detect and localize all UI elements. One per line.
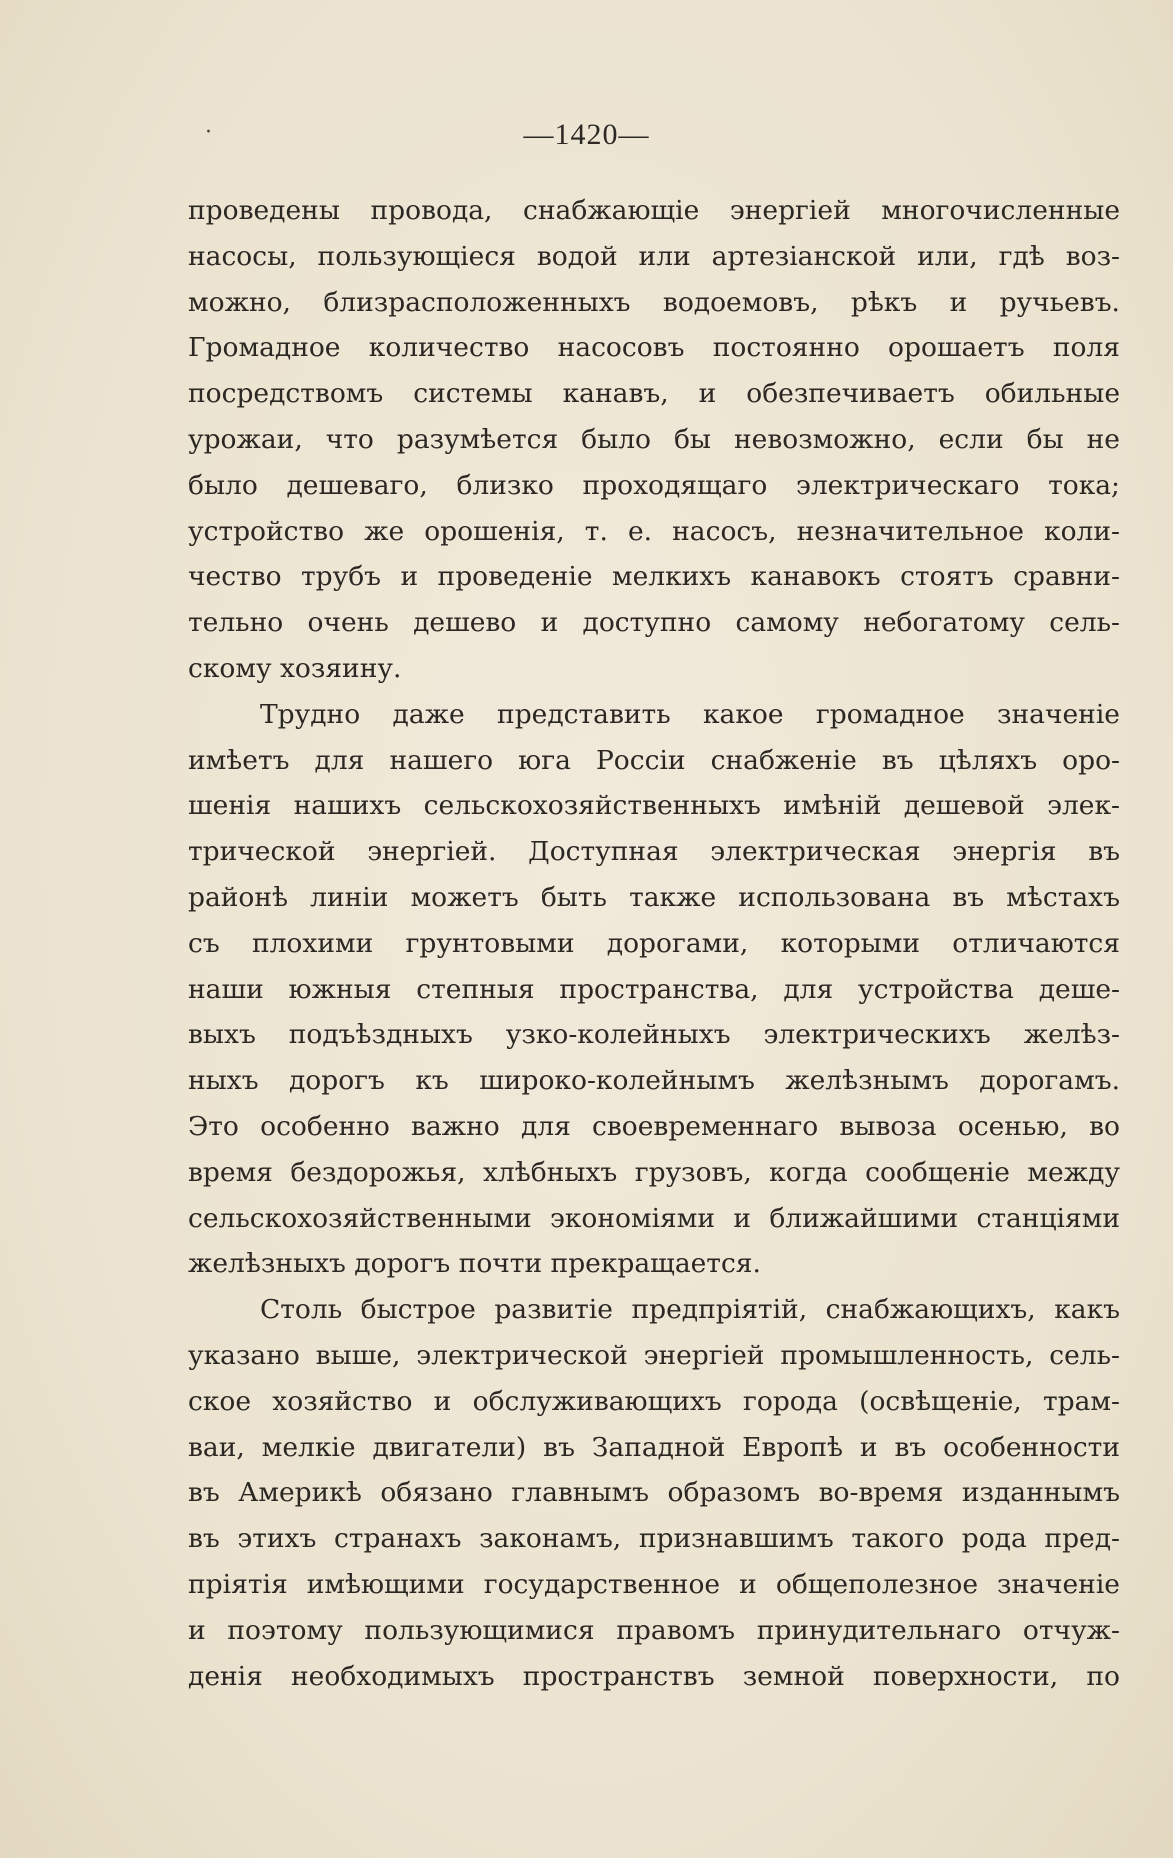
text-line: было дешеваго, близко проходящаго электрическаго тока; bbox=[188, 469, 1120, 501]
page-dot: · bbox=[205, 120, 212, 145]
text-line: ныхъ дорогъ къ широко-колейнымъ желѣзнымъ дорогамъ. bbox=[188, 1065, 1120, 1097]
text-line: урожаи, что разумѣется было бы невозможно, если бы не bbox=[188, 423, 1120, 455]
text-line: насосы, пользующіеся водой или артезіанской или, гдѣ воз- bbox=[188, 240, 1120, 272]
text-line: желѣзныхъ дорогъ почти прекращается. bbox=[188, 1248, 761, 1280]
text-line: устройство же орошенія, т. е. насосъ, незначительное коли- bbox=[188, 515, 1120, 547]
text-line: пріятія имѣющими государственное и общеполезное значеніе bbox=[188, 1568, 1120, 1600]
text-line: сельскохозяйственными экономіями и ближайшими станціями bbox=[188, 1202, 1120, 1234]
text-line: Громадное количество насосовъ постоянно орошаетъ поля bbox=[188, 332, 1120, 364]
text-line: посредствомъ системы канавъ, и обезпечиваетъ обильные bbox=[188, 378, 1120, 410]
text-line: въ этихъ странахъ законамъ, признавшимъ такого рода пред- bbox=[188, 1523, 1120, 1555]
text-line: время бездорожья, хлѣбныхъ грузовъ, когда сообщеніе между bbox=[188, 1156, 1120, 1188]
text-line: шенія нашихъ сельскохозяйственныхъ имѣній дешевой элек- bbox=[188, 790, 1120, 822]
text-line: районѣ линіи можетъ быть также использована въ мѣстахъ bbox=[188, 881, 1120, 913]
text-line: съ плохими грунтовыми дорогами, которыми отличаются bbox=[188, 927, 1120, 959]
text-line: и поэтому пользующимися правомъ принудительнаго отчуж- bbox=[188, 1614, 1120, 1646]
body-text bbox=[188, 188, 1120, 1699]
text-line: трической энергіей. Доступная электрическая энергія въ bbox=[188, 836, 1120, 868]
text-line: указано выше, электрической энергіей промышленность, сель- bbox=[188, 1339, 1120, 1371]
text-line: Столь быстрое развитіе предпріятій, снабжающихъ, какъ bbox=[260, 1294, 1120, 1326]
text-line: чество трубъ и проведеніе мелкихъ канавокъ стоятъ сравни- bbox=[188, 561, 1120, 593]
text-line: скому хозяину. bbox=[188, 652, 402, 684]
text-line: тельно очень дешево и доступно самому небогатому сель- bbox=[188, 607, 1120, 639]
page-number: —1420— bbox=[523, 118, 650, 151]
text-line: выхъ подъѣздныхъ узко-колейныхъ электрическихъ желѣз- bbox=[188, 1019, 1120, 1051]
text-line: ское хозяйство и обслуживающихъ города (освѣщеніе, трам- bbox=[188, 1385, 1120, 1417]
text-line: денія необходимыхъ пространствъ земной поверхности, по bbox=[188, 1660, 1120, 1692]
text-line: ваи, мелкіе двигатели) въ Западной Европѣ и въ особенности bbox=[188, 1431, 1120, 1463]
text-line: Трудно даже представить какое громадное значеніе bbox=[260, 698, 1120, 730]
text-line: проведены провода, снабжающіе энергіей многочисленные bbox=[188, 195, 1120, 226]
text-line: имѣетъ для нашего юга Россіи снабженіе въ цѣляхъ оро- bbox=[188, 744, 1120, 776]
text-line: можно, близрасположенныхъ водоемовъ, рѣкъ и ручьевъ. bbox=[188, 286, 1120, 318]
text-line: наши южныя степныя пространства, для устройства деше- bbox=[188, 973, 1120, 1005]
text-line: Это особенно важно для своевременнаго вывоза осенью, во bbox=[188, 1110, 1120, 1142]
text-line: въ Америкѣ обязано главнымъ образомъ во-время изданнымъ bbox=[188, 1477, 1120, 1509]
